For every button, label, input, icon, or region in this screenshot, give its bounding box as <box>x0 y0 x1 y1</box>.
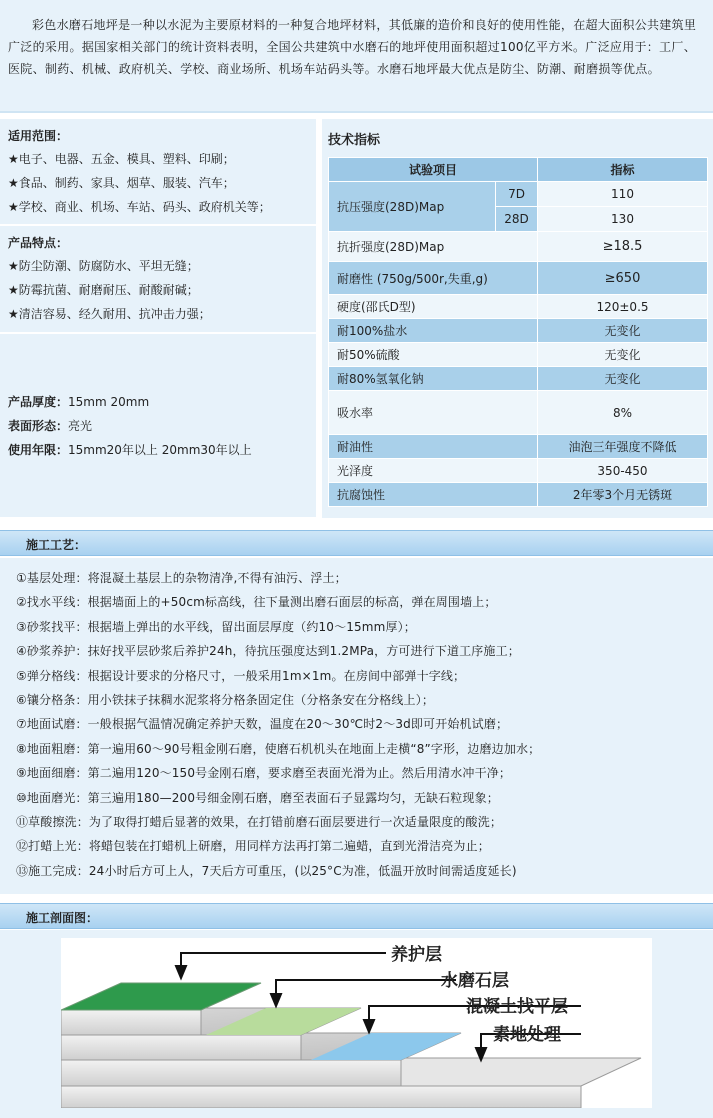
product-info-column <box>0 119 316 518</box>
item-cell: 硬度(邵氏D型) <box>329 295 538 319</box>
table-row <box>329 367 708 391</box>
layers-illustration <box>61 938 652 1108</box>
header-value: 指标 <box>538 158 708 182</box>
spec-table <box>328 157 708 507</box>
value-cell: 350-450 <box>538 459 708 483</box>
item-cell: 耐80%氢氧化钠 <box>329 367 538 391</box>
item-cell: 光泽度 <box>329 459 538 483</box>
curing-layer-top <box>61 983 261 1010</box>
table-row <box>329 459 708 483</box>
value-cell: ≥650 <box>538 262 708 295</box>
value-cell: 无变化 <box>538 343 708 367</box>
table-row <box>329 343 708 367</box>
list-item: ★防霉抗菌、耐磨耐压、耐酸耐碱； <box>8 283 199 297</box>
layer-label: 水磨石层 <box>441 971 509 991</box>
life-value: 15mm20年以上 20mm30年以上 <box>68 443 252 457</box>
list-item: ⑦地面试磨：一般根据气温情况确定养护天数，温度在20～30℃时2～3d即可开始机试磨； <box>16 717 509 732</box>
list-item: ⑫打蜡上光：将蜡包装在打蜡机上研磨，用同样方法再打第二遍蜡，直到光滑洁亮为止； <box>16 839 490 854</box>
value-cell: 无变化 <box>538 319 708 343</box>
list-item: ★防尘防潮、防腐防水、平坦无缝； <box>8 259 199 273</box>
features-title: 产品特点： <box>8 236 69 250</box>
value-cell: 无变化 <box>538 367 708 391</box>
list-item: ★学校、商业、机场、车站、码头、政府机关等； <box>8 200 271 214</box>
thickness-label: 产品厚度： <box>8 395 69 409</box>
age-cell: 7D <box>496 182 538 207</box>
list-item: ⑪草酸擦洗：为了取得打蜡后显著的效果，在打错前磨石面层要进行一次适量限度的酸洗； <box>16 815 503 830</box>
item-cell: 吸水率 <box>329 391 538 435</box>
list-item: ★食品、制药、家具、烟草、服装、汽车； <box>8 176 235 190</box>
intro-text: 彩色水磨石地坪是一种以水泥为主要原材料的一种复合地坪材料，其低廉的造价和良好的使用性能，在超大面积公共建筑里广泛的采用。据国家相关部门的统计资料表明，全国公共建筑中水磨石的地坪使用面积超过100亿平方米。广泛应用于：工厂、医院、制药、机械、政府机关、学校、商业场所、机场车站码头等。水磨石地坪最大优点是防尘、防潮、耐磨损等优点。 <box>8 18 697 76</box>
table-row <box>329 319 708 343</box>
list-item: ③砂浆找平：根据墙上弹出的水平线，留出面层厚度（约10～15mm厚）； <box>16 619 416 634</box>
process-steps <box>0 558 713 894</box>
scope-box <box>0 119 316 225</box>
list-item: ⑨地面细磨：第二遍用120～150号金刚石磨，要求磨至表面光滑为止。然后用清水冲干净； <box>16 766 512 781</box>
value-cell: 油泡三年强度不降低 <box>538 435 708 459</box>
life-label: 使用年限： <box>8 443 69 457</box>
item-cell: 耐50%硫酸 <box>329 343 538 367</box>
table-row <box>329 182 708 207</box>
list-item: ★清洁容易、经久耐用、抗冲击力强； <box>8 307 211 321</box>
intro-panel <box>0 0 713 113</box>
features-box <box>0 226 316 333</box>
value-cell: 110 <box>538 182 708 207</box>
list-item: ⑬施工完成：24小时后方可上人，7天后方可重压，(以25°C为准，低温开放时间需适度延长) <box>16 863 517 878</box>
list-item: ⑤弹分格线：根据设计要求的分格尺寸，一般采用1m×1m。在房间中部弹十字线； <box>16 668 466 683</box>
table-row <box>329 262 708 295</box>
list-item: ⑧地面粗磨：第一遍用60～90号粗金刚石磨，使磨石机机头在地面上走横“8”字形，边磨边加水； <box>16 741 541 756</box>
table-row <box>329 483 708 507</box>
value-cell: 120±0.5 <box>538 295 708 319</box>
layer-label: 素地处理 <box>493 1025 561 1045</box>
scope-title: 适用范围： <box>8 129 69 143</box>
item-cell: 抗腐蚀性 <box>329 483 538 507</box>
table-header-row <box>329 158 708 182</box>
item-cell: 抗折强度(28D)Map <box>329 232 538 262</box>
table-row <box>329 435 708 459</box>
value-cell: 2年零3个月无锈斑 <box>538 483 708 507</box>
layer-label: 混凝土找平层 <box>466 997 568 1017</box>
item-cell: 耐100%盐水 <box>329 319 538 343</box>
cross-section-diagram <box>61 938 652 1108</box>
list-item: ★电子、电器、五金、模具、塑料、印刷； <box>8 152 235 166</box>
value-cell: 8% <box>538 391 708 435</box>
diagram-section-header <box>0 903 713 929</box>
spec-title: 技术指标 <box>328 133 381 148</box>
list-item: ②找水平线：根据墙面上的+50cm标高线，往下量测出磨石面层的标高，弹在周围墙上； <box>16 595 497 610</box>
list-item: ④砂浆养护：抹好找平层砂浆后养护24h，待抗压强度达到1.2MPa，方可进行下道工序施工； <box>16 644 520 659</box>
compressive-label: 抗压强度(28D)Map <box>329 182 496 232</box>
layer-label: 养护层 <box>391 945 442 965</box>
item-cell: 耐磨性 (750g/500r,失重,g) <box>329 262 538 295</box>
list-item: ⑩地面磨光：第三遍用180—200号细金刚石磨，磨至表面石子显露均匀，无缺石粒现象； <box>16 790 499 805</box>
value-cell: ≥18.5 <box>538 232 708 262</box>
age-cell: 28D <box>496 207 538 232</box>
spec-panel <box>322 119 713 518</box>
surface-label: 表面形态： <box>8 419 69 433</box>
value-cell: 130 <box>538 207 708 232</box>
table-row <box>329 295 708 319</box>
item-cell: 耐油性 <box>329 435 538 459</box>
surface-value: 亮光 <box>68 419 93 433</box>
surface-row <box>8 414 310 438</box>
diagram-title: 施工剖面图： <box>26 911 99 925</box>
header-item: 试验项目 <box>329 158 538 182</box>
thickness-row <box>8 390 310 414</box>
table-row <box>329 391 708 435</box>
list-item: ⑥镶分格条：用小铁抹子抹稠水泥浆将分格条固定住（分格条安在分格线上）； <box>16 693 435 708</box>
life-row <box>8 438 310 462</box>
properties-box <box>0 334 316 518</box>
table-row <box>329 232 708 262</box>
thickness-value: 15mm 20mm <box>68 395 150 409</box>
process-section-header <box>0 530 713 556</box>
diagram-panel <box>0 930 713 1118</box>
process-title: 施工工艺： <box>26 538 87 552</box>
list-item: ①基层处理：将混凝土基层上的杂物清净,不得有油污、浮土； <box>16 571 347 585</box>
